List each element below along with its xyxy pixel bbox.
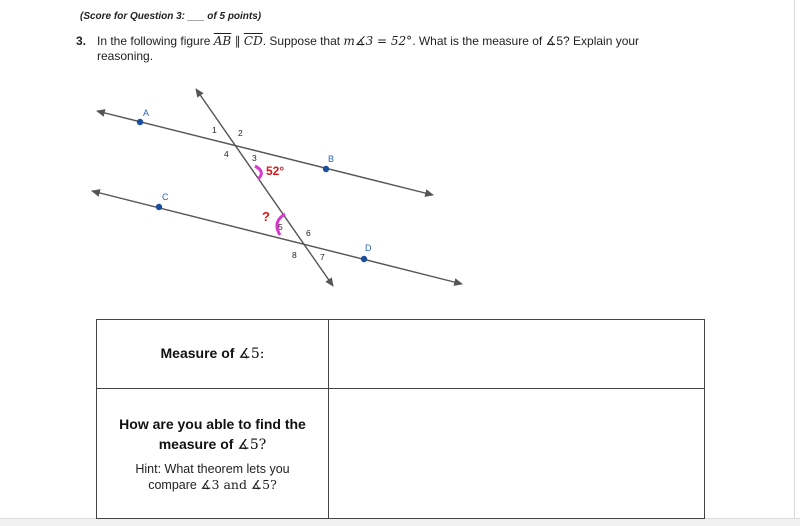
point-a xyxy=(137,119,143,125)
reasoning-question-line xyxy=(97,434,328,455)
hint-line xyxy=(97,477,328,493)
point-label-d: D xyxy=(365,243,372,253)
answer-table xyxy=(96,319,705,519)
measure-answer-cell[interactable] xyxy=(329,320,705,389)
angle-5-symbol: ∡5: xyxy=(238,346,265,362)
measure-label xyxy=(161,345,265,361)
measure-label-text: Measure of xyxy=(160,345,239,361)
angle-label-5: 5 xyxy=(278,222,283,232)
question-text-part: . What is the measure of ∡5? Explain your reasoning. xyxy=(97,34,640,63)
angle-label-4: 4 xyxy=(224,149,229,159)
question-text-part: . Suppose that xyxy=(262,34,344,48)
point-label-b: B xyxy=(328,154,335,164)
given-angle-annotation: 52° xyxy=(266,164,285,178)
transversal-line xyxy=(196,89,333,286)
angle-3-arc xyxy=(255,166,261,179)
parallel-symbol: ∥ xyxy=(231,34,244,48)
given-angle-equation: m∡3 = 52° xyxy=(343,34,413,48)
angle-label-1: 1 xyxy=(212,125,217,135)
measure-label-cell xyxy=(97,320,329,389)
unknown-angle-annotation: ? xyxy=(262,209,270,224)
reasoning-label-cell xyxy=(97,389,329,519)
angle-label-3: 3 xyxy=(252,153,257,163)
hint-text-part: compare xyxy=(148,478,201,492)
segment-cd: CD xyxy=(243,34,263,48)
angle-label-6: 6 xyxy=(306,228,311,238)
question-text-part: In the following figure xyxy=(97,34,214,48)
question-number: 3. xyxy=(76,34,87,48)
score-header: (Score for Question 3: ___ of 5 points) xyxy=(80,11,262,22)
angle-label-7: 7 xyxy=(320,252,325,262)
hint-line: Hint: What theorem lets you xyxy=(135,462,290,476)
point-c xyxy=(156,204,162,210)
line-ab xyxy=(97,111,433,195)
hint-text xyxy=(97,461,328,493)
segment-ab: AB xyxy=(213,34,232,48)
table-row xyxy=(97,320,705,389)
angle-5-symbol: ∡5? xyxy=(237,437,267,453)
point-label-a: A xyxy=(143,108,150,118)
angle-label-2: 2 xyxy=(238,128,243,138)
point-d xyxy=(361,256,367,262)
reasoning-question xyxy=(97,414,328,455)
reasoning-answer-cell[interactable] xyxy=(329,389,705,519)
point-label-c: C xyxy=(162,192,169,202)
table-row xyxy=(97,389,705,519)
reasoning-question-text: measure of xyxy=(158,436,238,452)
point-b xyxy=(323,166,329,172)
angle-label-8: 8 xyxy=(292,250,297,260)
hint-angle-symbols: ∡3 and ∡5? xyxy=(200,477,277,492)
reasoning-question-line: How are you able to find the xyxy=(119,416,306,432)
